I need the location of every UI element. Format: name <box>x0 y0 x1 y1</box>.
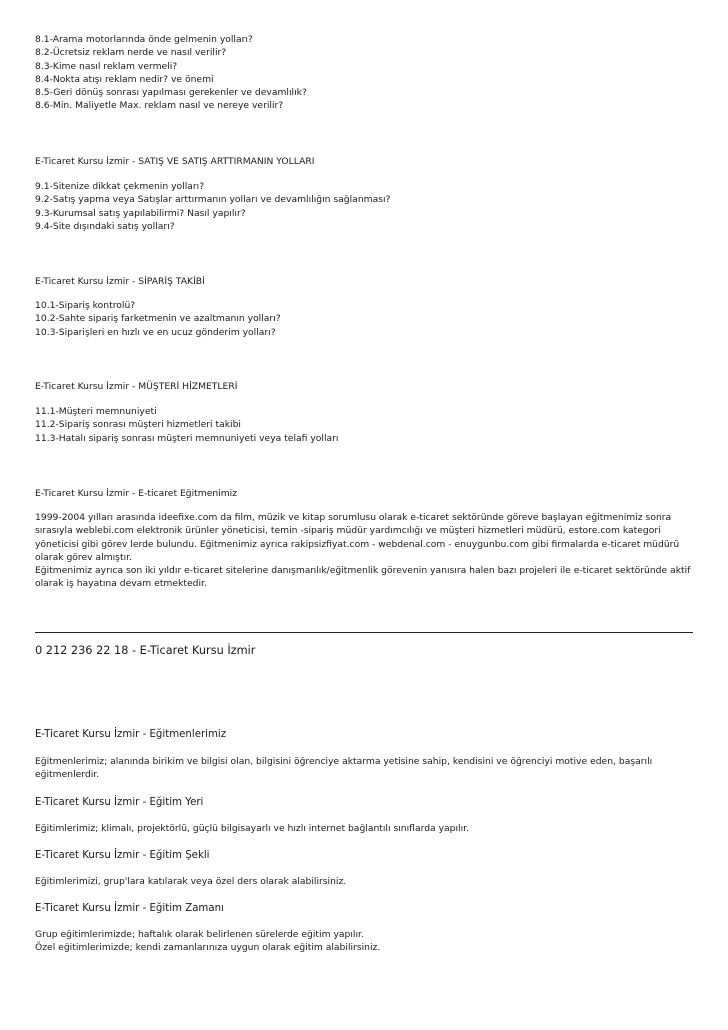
list-item: 8.6-Min. Maliyetle Max. reklam nasıl ve nereye verilir? <box>35 100 284 112</box>
paragraph-line: Eğitmenlerimiz; alanında birikim ve bilgisi olan, bilgisini öğrenciye aktarma yetisine sahip, kendisini ve öğrenciyi motive eden, başarılı <box>35 756 653 767</box>
paragraph-line: Özel eğitimlerimizde; kendi zamanlarınıza uygun olarak eğitim alabilirsiniz. <box>35 942 381 954</box>
contact-phone-line: 0 212 236 22 18 - E-Ticaret Kursu İzmir <box>35 644 256 657</box>
instructors-heading: E-Ticaret Kursu İzmir - Eğitmenlerimiz <box>35 729 227 740</box>
list-item: 9.4-Site dışındaki satış yolları? <box>35 220 175 232</box>
paragraph-line: sırasıyla weblebi.com elektronik ürünler yöneticisi, temin -sipariş müdür yardımcılığı ve müşteri hizmetleri müdürü, estore.com kategori <box>35 525 661 537</box>
list-item: 9.2-Satış yapma veya Satışlar arttırmanın yolları ve devamlılığın sağlanması? <box>35 194 391 206</box>
section-9-list <box>35 180 693 233</box>
list-item: 9.3-Kurumsal satış yapılabilirmi? Nasıl yapılır? <box>35 207 246 219</box>
list-item: 10.1-Sipariş kontrolü? <box>35 300 136 311</box>
format-text: Eğitimlerimizi, grup'lara katılarak veya özel ders olarak alabilirsiniz. <box>35 876 347 887</box>
section-11-list <box>35 405 693 445</box>
instructors-paragraph <box>35 755 693 782</box>
trainer-paragraph <box>35 511 693 591</box>
location-text: Eğitimlerimiz; klimalı, projektörlü, güçlü bilgisayarlı ve hızlı internet bağlantılı sınıflarda yapılır. <box>35 823 469 834</box>
section-10-heading: E-Ticaret Kursu İzmir - SİPARİŞ TAKİBİ <box>35 276 205 287</box>
paragraph-line: Grup eğitimlerimizde; haftalık olarak belirlenen sürelerde eğitim yapılır. <box>35 929 364 940</box>
horizontal-divider <box>35 632 693 633</box>
section-11-heading: E-Ticaret Kursu İzmir - MÜŞTERİ HİZMETLERİ <box>35 381 238 392</box>
list-item: 11.3-Hatalı sipariş sonrası müşteri memnuniyeti veya telafi yolları <box>35 432 339 444</box>
list-item: 11.2-Sipariş sonrası müşteri hizmetleri takibi <box>35 419 241 431</box>
format-heading: E-Ticaret Kursu İzmir - Eğitim Şekli <box>35 850 210 861</box>
list-item: 9.1-Sitenize dikkat çekmenin yolları? <box>35 181 205 192</box>
section-8-list <box>35 33 693 113</box>
paragraph-line: olarak görev almıştır. <box>35 551 132 563</box>
trainer-heading: E-Ticaret Kursu İzmir - E-ticaret Eğitmenimiz <box>35 488 238 499</box>
paragraph-line: eğitmenlerdir. <box>35 769 100 781</box>
section-10-list <box>35 299 693 339</box>
list-item: 10.2-Sahte sipariş farketmenin ve azaltmanın yolları? <box>35 313 281 325</box>
section-9-heading: E-Ticaret Kursu İzmir - SATIŞ VE SATIŞ ARTTIRMANIN YOLLARI <box>35 156 315 167</box>
list-item: 8.5-Geri dönüş sonrası yapılması gerekenler ve devamlılık? <box>35 87 307 99</box>
paragraph-line: Eğitmenimiz ayrıca son iki yıldır e-ticaret sitelerine danışmanlık/eğitmenlik görevenin yanısıra halen bazı projeleri ile e-ticaret sektöründe aktif <box>35 565 691 577</box>
location-heading: E-Ticaret Kursu İzmir - Eğitim Yeri <box>35 797 204 808</box>
list-item: 8.4-Nokta atışı reklam nedir? ve önemi <box>35 73 214 85</box>
list-item: 10.3-Siparişleri en hızlı ve en ucuz gönderim yolları? <box>35 326 276 338</box>
schedule-paragraph <box>35 928 693 955</box>
paragraph-line: 1999-2004 yılları arasında ideefixe.com da film, müzik ve kitap sorumlusu olarak e-ticaret sektöründe göreve başlayan eğitmenimiz sonra <box>35 512 672 523</box>
list-item: 8.3-Kime nasıl reklam vermeli? <box>35 60 178 72</box>
list-item: 8.1-Arama motorlarında önde gelmenin yolları? <box>35 34 253 45</box>
list-item: 11.1-Müşteri memnuniyeti <box>35 406 157 417</box>
schedule-heading: E-Ticaret Kursu İzmir - Eğitim Zamanı <box>35 903 224 914</box>
paragraph-line: olarak iş hayatına devam etmektedir. <box>35 578 207 590</box>
list-item: 8.2-Ücretsiz reklam nerde ve nasıl verilir? <box>35 47 227 59</box>
paragraph-line: yöneticisi gibi görev lerde bulundu. Eğitmenimiz ayrıca rakipsizfiyat.com - webdenal.com - enuygunbu.com gibi firmalarda e-ticaret müdürü <box>35 538 680 550</box>
